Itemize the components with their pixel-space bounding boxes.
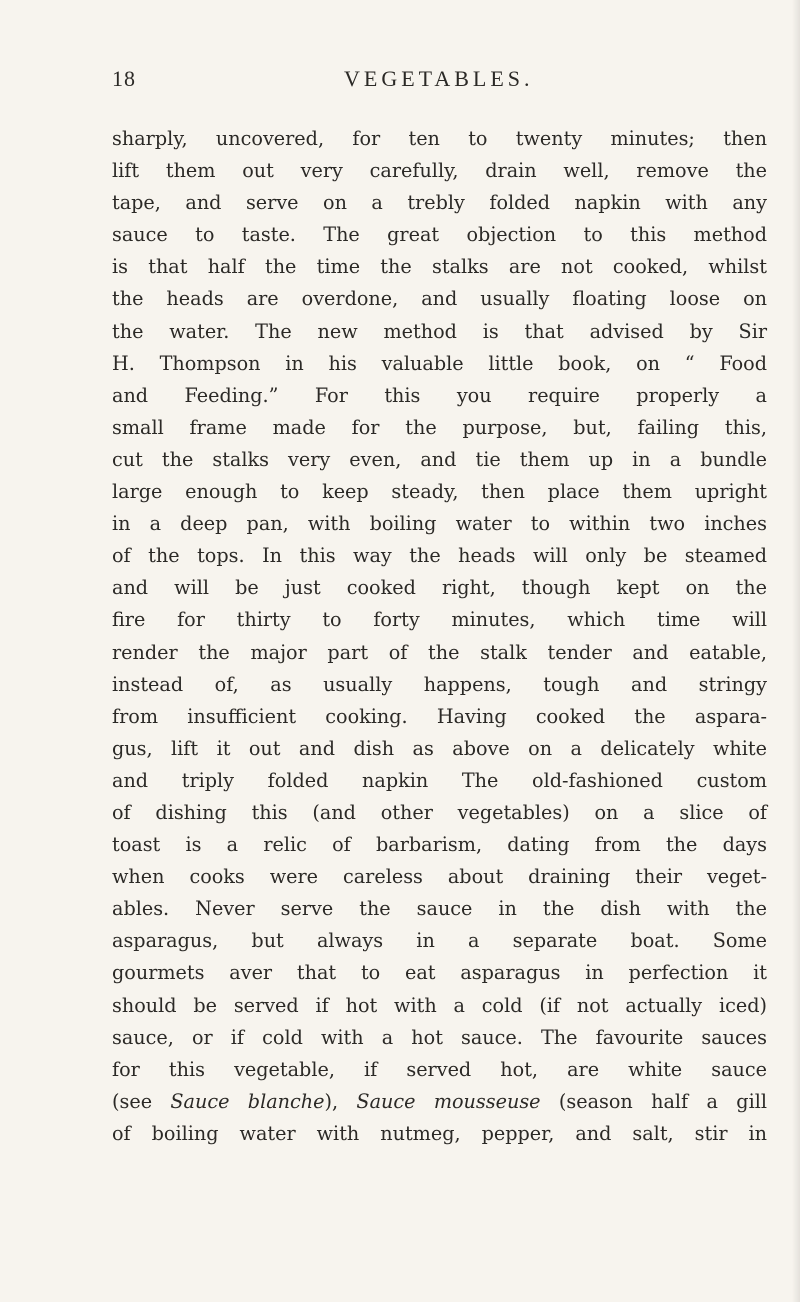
text-line: of boiling water with nutmeg, pepper, and salt, stir in bbox=[112, 1121, 767, 1145]
text-line: asparagus, but always in a separate boat. Some bbox=[112, 929, 767, 953]
italic-term-sauce-mousseuse: Sauce mousseuse bbox=[356, 1089, 541, 1113]
text-line: sharply, uncovered, for ten to twenty minutes; then bbox=[112, 127, 767, 150]
text-line: the water. The new method is that advised by Sir bbox=[112, 319, 767, 343]
text-line: from insufficient cooking. Having cooked the aspara- bbox=[112, 704, 767, 728]
body-text bbox=[112, 123, 767, 1150]
text-line: tape, and serve on a trebly folded napkin with any bbox=[112, 191, 767, 215]
text-run: (season half a gill bbox=[540, 1089, 767, 1113]
text-line: render the major part of the stalk tender and eatable, bbox=[112, 640, 767, 664]
text-line: ables. Never serve the sauce in the dish with the bbox=[112, 897, 767, 921]
text-line: sauce, or if cold with a hot sauce. The favourite sauces bbox=[112, 1025, 767, 1049]
text-run: ), bbox=[324, 1089, 357, 1113]
text-line: when cooks were careless about draining their veget- bbox=[112, 865, 767, 889]
text-line: gourmets aver that to eat asparagus in perfection it bbox=[112, 961, 767, 985]
text-line: gus, lift it out and dish as above on a delicately white bbox=[112, 736, 767, 760]
running-head bbox=[112, 66, 767, 102]
text-line: cut the stalks very even, and tie them up in a bundle bbox=[112, 447, 767, 471]
page-number: 18 bbox=[112, 66, 136, 91]
italic-term-sauce-blanche: Sauce blanche bbox=[170, 1089, 325, 1113]
text-line: the heads are overdone, and usually floating loose on bbox=[112, 287, 767, 311]
text-line: H. Thompson in his valuable little book, on “ Food bbox=[112, 351, 767, 375]
running-title: VEGETABLES. bbox=[344, 66, 534, 91]
text-line: of the tops. In this way the heads will only be steamed bbox=[112, 544, 767, 568]
text-line: of dishing this (and other vegetables) on a slice of bbox=[112, 800, 767, 824]
text-line: fire for thirty to forty minutes, which time will bbox=[112, 608, 767, 632]
text-line: small frame made for the purpose, but, failing this, bbox=[112, 415, 767, 439]
text-line: is that half the time the stalks are not cooked, whilst bbox=[112, 255, 767, 279]
text-line-with-italics bbox=[112, 1086, 767, 1118]
text-line: large enough to keep steady, then place them upright bbox=[112, 480, 767, 504]
text-line: sauce to taste. The great objection to this method bbox=[112, 223, 767, 247]
text-line: and will be just cooked right, though kept on the bbox=[112, 576, 767, 600]
text-run: (see bbox=[112, 1089, 171, 1113]
text-line: lift them out very carefully, drain well, remove the bbox=[112, 159, 767, 183]
text-line: toast is a relic of barbarism, dating from the days bbox=[112, 833, 767, 857]
text-line: should be served if hot with a cold (if not actually iced) bbox=[112, 993, 767, 1017]
text-line: and Feeding.” For this you require properly a bbox=[112, 383, 767, 407]
text-line: in a deep pan, with boiling water to within two inches bbox=[112, 512, 767, 536]
page-edge-shadow bbox=[792, 0, 800, 1302]
text-line: for this vegetable, if served hot, are white sauce bbox=[112, 1057, 767, 1081]
text-line: instead of, as usually happens, tough and stringy bbox=[112, 672, 767, 696]
text-line: and triply folded napkin The old-fashioned custom bbox=[112, 768, 767, 792]
